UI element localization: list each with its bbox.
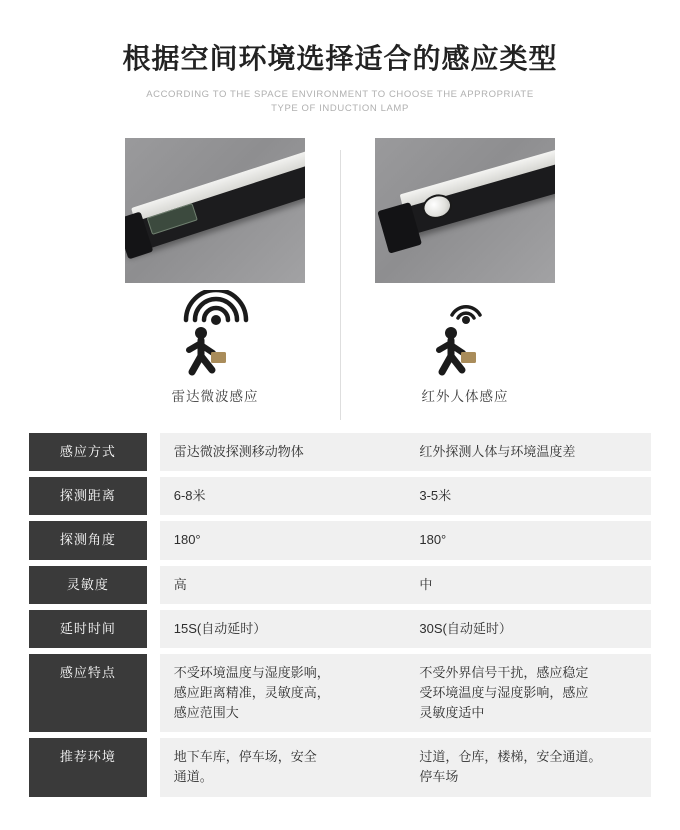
spec-key: 感应特点 xyxy=(29,654,147,732)
table-row xyxy=(29,521,651,559)
spec-value-radar xyxy=(160,521,406,559)
table-row xyxy=(29,433,651,471)
spacer xyxy=(147,477,160,515)
table-row xyxy=(29,738,651,796)
cell-line: 感应距离精准，灵敏度高， xyxy=(173,684,330,700)
page-subtitle-line2: TYPE OF INDUCTION LAMP xyxy=(271,102,409,114)
cell-line: 灵敏度适中 xyxy=(419,705,485,721)
spec-value-radar xyxy=(160,477,406,515)
table-row xyxy=(29,566,651,604)
spec-comparison-table xyxy=(29,427,651,802)
spacer xyxy=(147,433,160,471)
spec-value-infrared xyxy=(405,654,651,732)
walking-person-icon xyxy=(171,326,243,378)
spec-value-radar xyxy=(160,654,406,732)
cell-line: 中 xyxy=(419,576,433,592)
spacer xyxy=(147,610,160,648)
page-subtitle xyxy=(0,88,680,117)
spec-value-infrared xyxy=(405,477,651,515)
cell-line: 180° xyxy=(173,532,201,548)
radar-fixture-illustration xyxy=(125,145,305,269)
spec-key: 探测角度 xyxy=(29,521,147,559)
cell-line: 180° xyxy=(419,532,447,548)
cell-line: 高 xyxy=(173,576,187,592)
spec-key: 推荐环境 xyxy=(29,738,147,796)
cell-line: 停车场 xyxy=(419,769,459,785)
cell-line: 雷达微波探测移动物体 xyxy=(173,444,304,460)
spec-value-radar xyxy=(160,566,406,604)
panel-radar-caption: 雷达微波感应 xyxy=(171,389,259,405)
cell-line: 3-5米 xyxy=(419,488,452,504)
table-row xyxy=(29,477,651,515)
page-header xyxy=(0,0,680,116)
spec-key: 感应方式 xyxy=(29,433,147,471)
cell-line: 不受环境温度与湿度影响， xyxy=(173,664,330,680)
panel-radar xyxy=(125,138,305,405)
spacer xyxy=(147,521,160,559)
spacer xyxy=(147,738,160,796)
infrared-fixture-photo xyxy=(375,138,555,283)
table-row xyxy=(29,610,651,648)
panel-divider xyxy=(340,150,341,420)
spec-key: 灵敏度 xyxy=(29,566,147,604)
cell-line: 30S(自动延时） xyxy=(419,620,512,636)
cell-line: 红外探测人体与环境温度差 xyxy=(419,444,576,460)
cell-line: 感应范围大 xyxy=(173,705,239,721)
cell-line: 15S(自动延时） xyxy=(173,620,267,636)
walking-person-icon xyxy=(421,326,493,378)
spec-value-infrared xyxy=(405,566,651,604)
spec-value-infrared xyxy=(405,738,651,796)
infrared-fixture-illustration xyxy=(375,144,555,267)
spec-value-radar xyxy=(160,738,406,796)
cell-line: 过道，仓库，楼梯，安全通道。 xyxy=(419,749,602,765)
radar-fixture-photo xyxy=(125,138,305,283)
spacer xyxy=(147,654,160,732)
infrared-icon-area xyxy=(375,283,555,383)
spec-value-infrared xyxy=(405,610,651,648)
panel-infrared-caption: 红外人体感应 xyxy=(421,389,509,405)
spec-value-infrared xyxy=(405,433,651,471)
cell-line: 不受外界信号干扰，感应稳定 xyxy=(419,664,589,680)
cell-line: 6-8米 xyxy=(173,488,206,504)
spec-key: 探测距离 xyxy=(29,477,147,515)
table-row xyxy=(29,654,651,732)
spacer xyxy=(147,566,160,604)
cell-line: 受环境温度与湿度影响，感应 xyxy=(419,684,589,700)
page-subtitle-line1: ACCORDING TO THE SPACE ENVIRONMENT TO CHOOSE THE APPROPRIATE xyxy=(146,88,534,100)
spec-value-radar xyxy=(160,433,406,471)
page-title: 根据空间环境选择适合的感应类型 xyxy=(122,43,558,74)
spec-value-infrared xyxy=(405,521,651,559)
spec-value-radar xyxy=(160,610,406,648)
cell-line: 地下车库，停车场，安全 xyxy=(173,749,317,765)
radar-icon-area xyxy=(125,283,305,383)
panel-infrared xyxy=(375,138,555,405)
spec-key: 延时时间 xyxy=(29,610,147,648)
cell-line: 通道。 xyxy=(173,769,213,785)
